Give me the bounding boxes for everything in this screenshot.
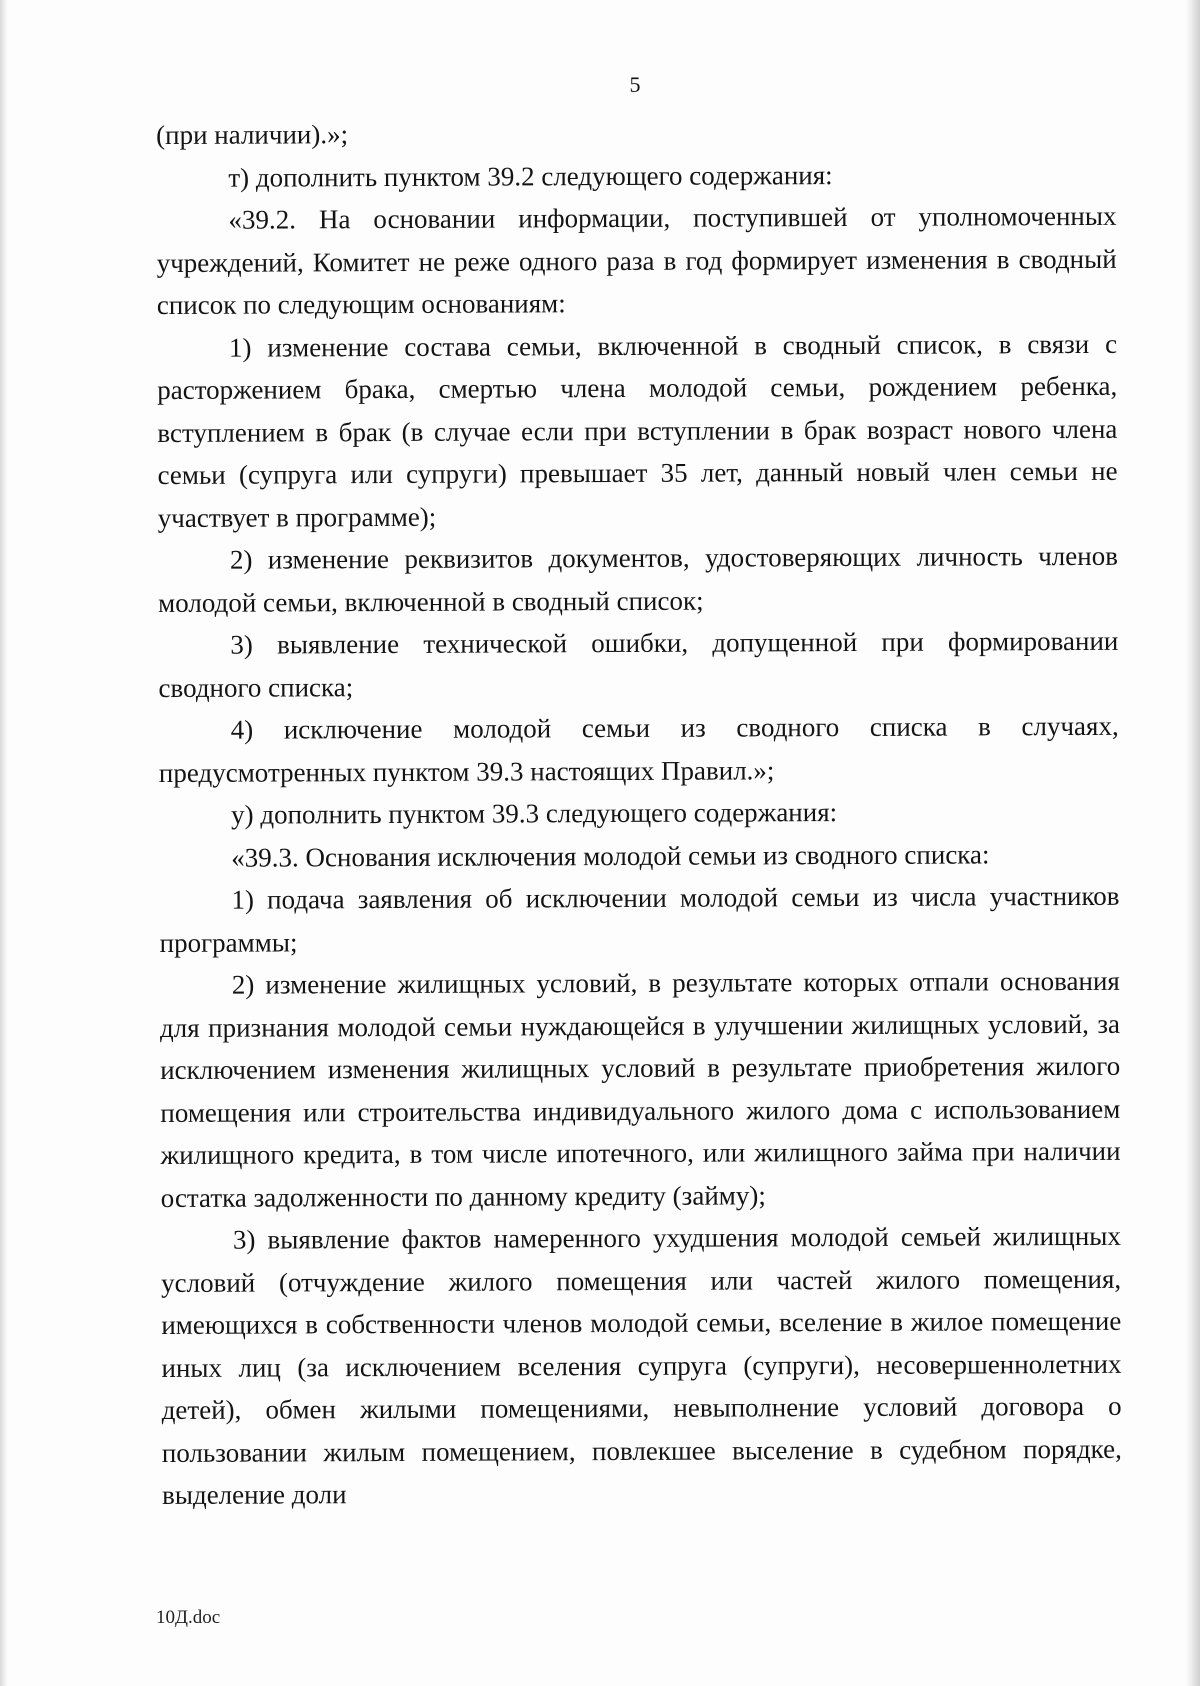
scan-edge-right — [1186, 0, 1200, 1686]
footer-filename: 10Д.doc — [156, 1607, 221, 1628]
paragraph: 2) изменение жилищных условий, в результате которых отпали основания для признания молодой семьи нуждающейся в улучшении жилищных условий, за исключением изменения жилищных условий в результате приобретения жилого помещения или строительства индивидуального жилого дома с использованием жилищного кредита, в том числе ипотечного, или жилищного займа при наличии остатка задолженности по данному кредиту (займу); — [159, 965, 1121, 1213]
paragraph: (при наличии).»; — [156, 119, 349, 150]
paragraph: 2) изменение реквизитов документов, удостоверяющих личность членов молодой семьи, включенной в сводный список; — [158, 540, 1119, 618]
paragraph: 1) изменение состава семьи, включенной в сводный список, в связи с расторжением брака, смертью члена молодой семьи, рождением ребенка, вступлением в брак (в случае если при вступлении в брак возраст нового члена семьи (супруга или супруги) превышает 35 лет, данный новый член семьи не участвует в программе); — [157, 328, 1118, 533]
paragraph: 4) исключение молодой семьи из сводного списка в случаях, предусмотренных пунктом 39.3 настоящих Правил.»; — [158, 710, 1119, 788]
page-number: 5 — [629, 72, 641, 97]
paragraph: «39.2. На основании информации, поступившей от уполномоченных учреждений, Комитет не реже одного раза в год формирует изменения в сводный список по следующим основаниям: — [156, 200, 1117, 320]
paragraph: «39.3. Основания исключения молодой семьи из сводного списка: — [231, 838, 990, 873]
paragraph: 3) выявление технической ошибки, допущенной при формировании сводного списка; — [158, 625, 1119, 703]
paragraph: у) дополнить пунктом 39.3 следующего содержания: — [230, 797, 838, 830]
document-body — [156, 110, 1122, 1517]
paragraph: 3) выявление фактов намеренного ухудшения молодой семьей жилищных условий (отчуждение жилого помещения или частей жилого помещения, имеющихся в собственности членов молодой семьи, вселение в жилое помещение иных лиц (за исключением вселения супруга (супруги), несовершеннолетних детей), обмен жилыми помещениями, невыполнение условий договора о пользовании жилым помещением, повлекшее выселение в судебном порядке, выделение доли — [161, 1220, 1122, 1510]
paragraph: 1) подача заявления об исключении молодой семьи из числа участников программы; — [159, 880, 1120, 958]
scan-edge-left — [0, 0, 8, 1686]
paragraph: т) дополнить пунктом 39.2 следующего содержания: — [228, 159, 833, 193]
